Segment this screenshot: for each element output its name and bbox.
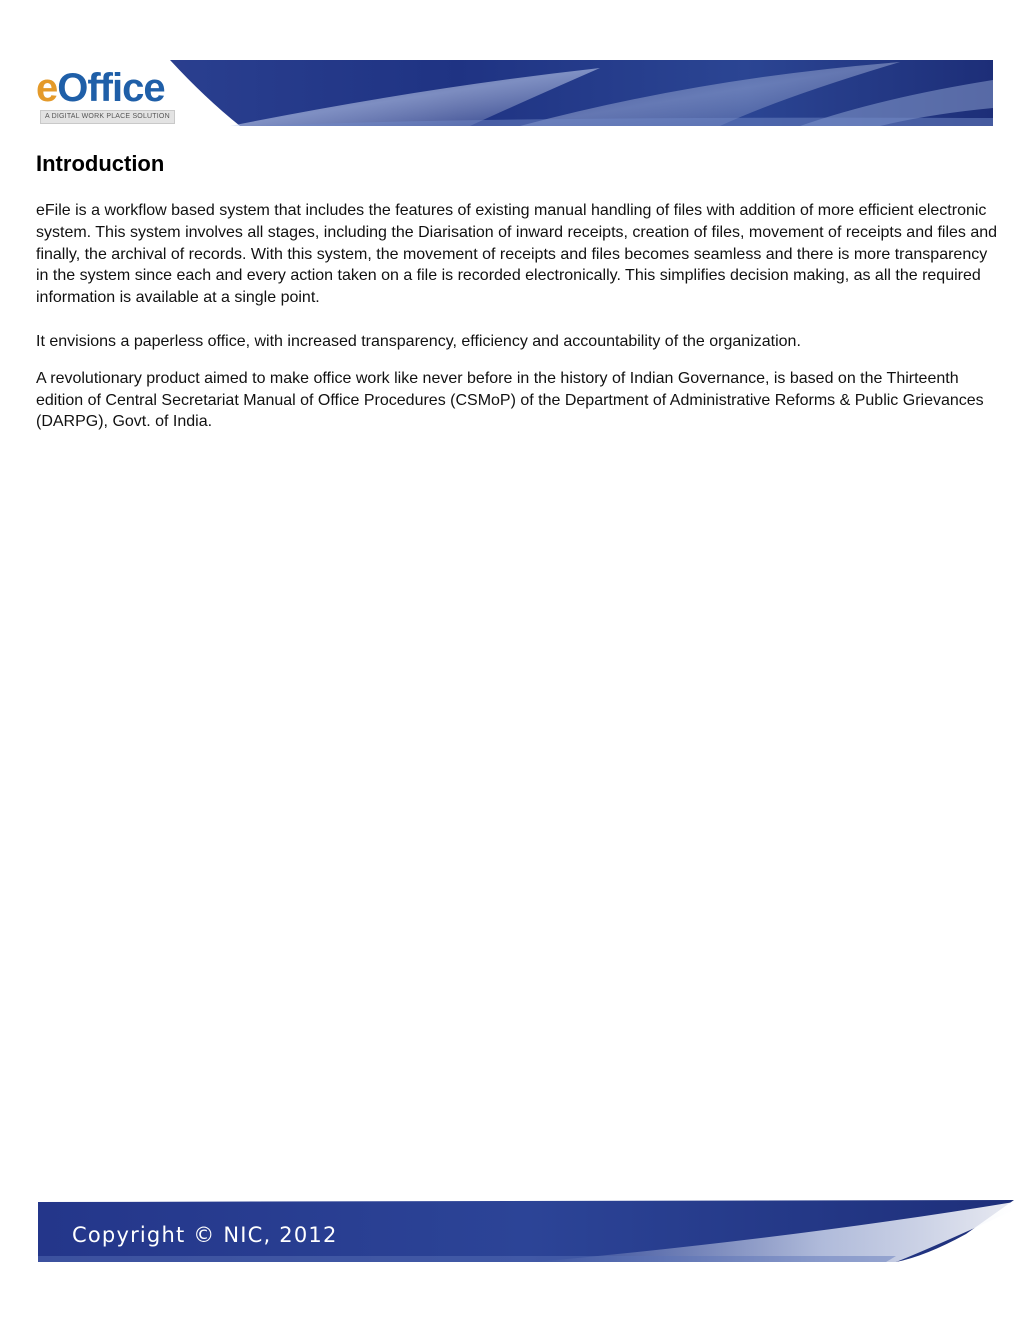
intro-paragraph-paperless: It envisions a paperless office, with increased transparency, efficiency and accountability of the organization. <box>36 332 801 350</box>
logo-e-letter: e <box>36 66 58 110</box>
logo-office-text: Office <box>57 66 165 110</box>
intro-paragraph-efile: eFile is a workflow based system that includes the features of existing manual handling of files with addition of more efficient electronic system. This system involves all stages, including the Diarisation of inward receipts, creation of files, movement of receipts and files and finally, the archival of records. With this system, the movement of receipts and files becomes seamless and there is more transparency in the system since each and every action taken on a file is recorded electronically. This simplifies decision making, as all the required information is available at a single point. <box>36 202 998 307</box>
eoffice-logo <box>36 68 186 128</box>
logo-wordmark <box>36 68 165 108</box>
copyright-text: Copyright © NIC, 2012 <box>72 1223 338 1247</box>
logo-tagline: A DIGITAL WORK PLACE SOLUTION <box>40 110 175 124</box>
main-content <box>36 148 998 433</box>
page-title: Introduction <box>36 151 165 176</box>
page-header <box>0 0 1024 140</box>
intro-paragraph-revolutionary: A revolutionary product aimed to make office work like never before in the history of Indian Governance, is based on the Thirteenth edition of Central Secretariat Manual of Office Procedures (CSMoP) of the Department of Administrative Reforms & Public Grievances (DARPG), Govt. of India. <box>36 369 984 431</box>
page-footer <box>36 1198 1014 1264</box>
